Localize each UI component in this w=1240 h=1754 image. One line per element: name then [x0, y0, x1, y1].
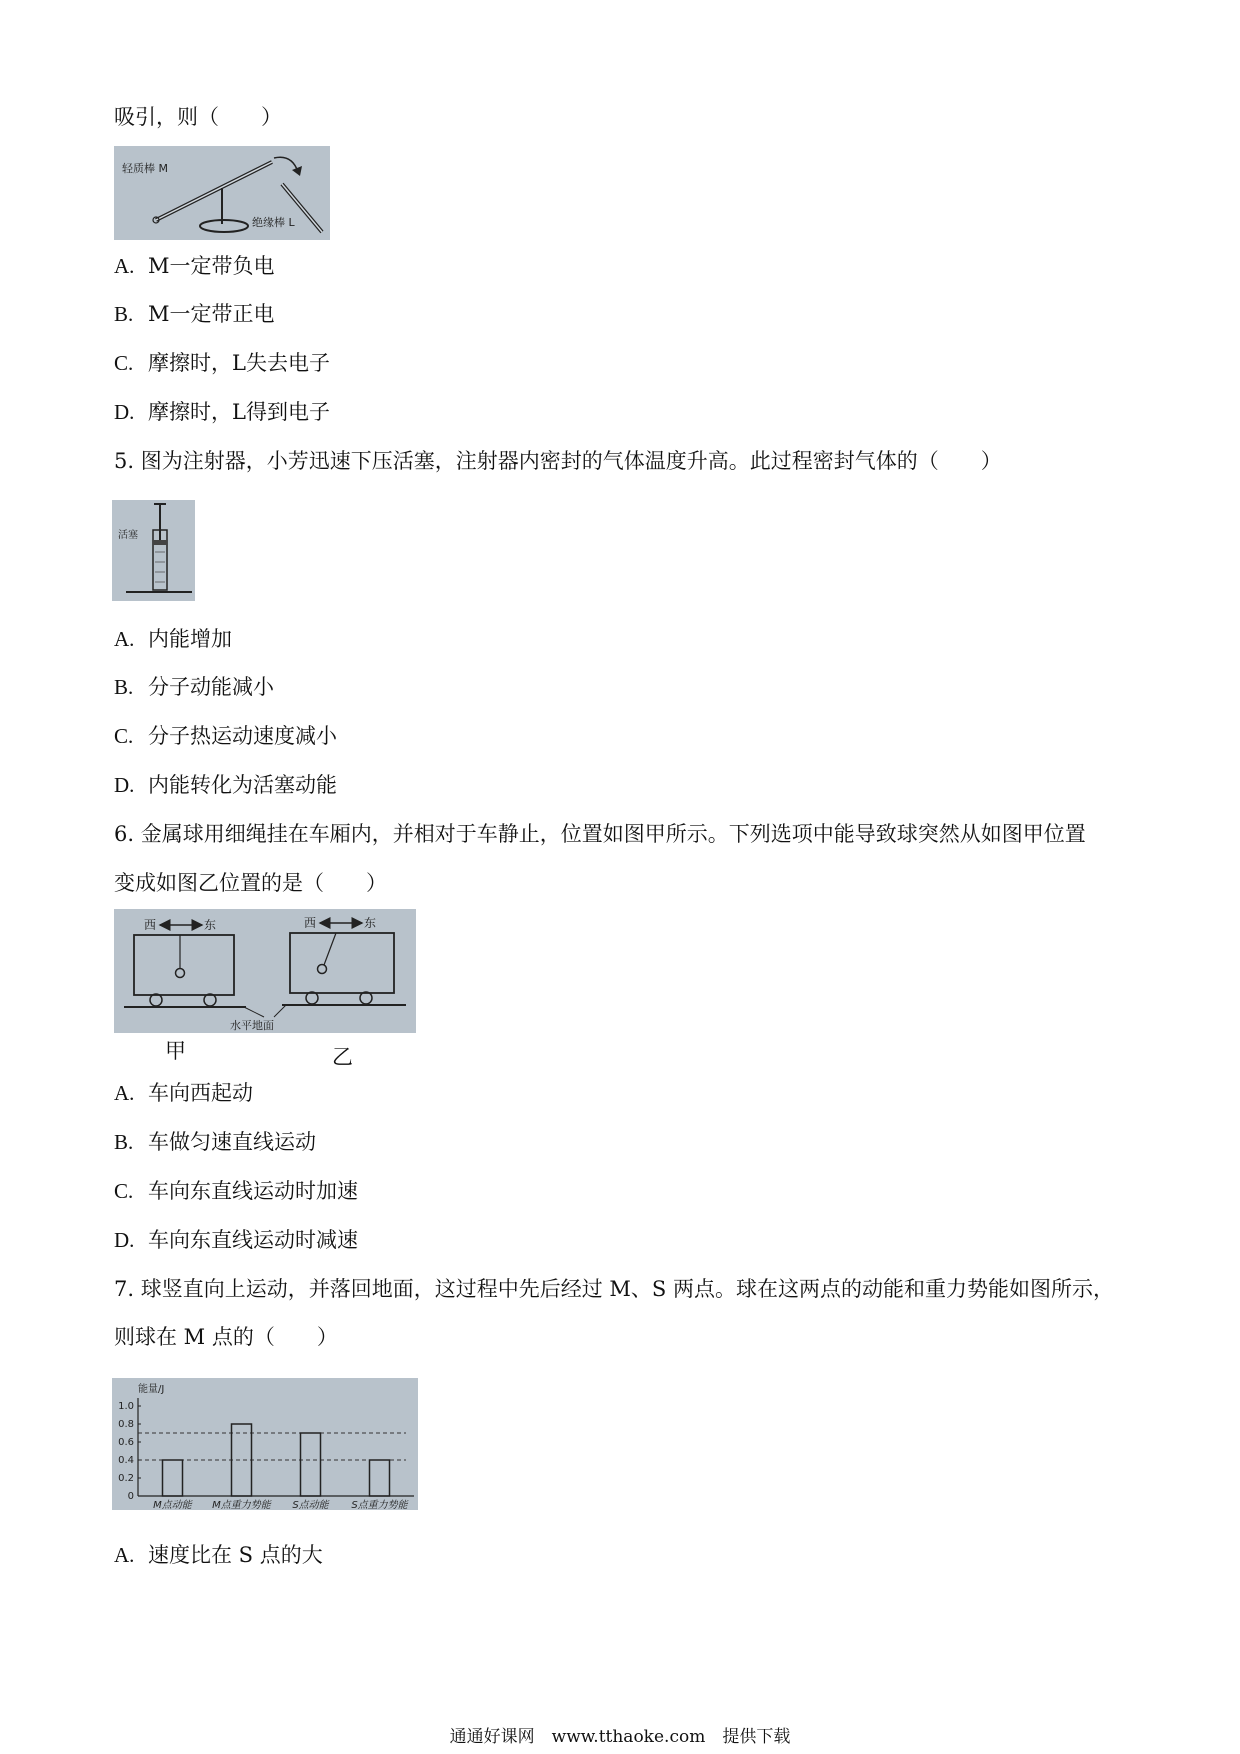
q4-option-d: D. 摩擦时，L得到电子 — [114, 400, 330, 424]
car-diagram — [114, 909, 416, 1033]
y-tick-label: 1.0 — [118, 1401, 134, 1412]
bar-2 — [232, 1424, 252, 1496]
energy-bar-chart — [112, 1378, 418, 1510]
q5-stem: 5. 图为注射器，小芳迅速下压活塞，注射器内密封的气体温度升高。此过程密封气体的（ ） — [114, 449, 1002, 473]
q7-option-a: A. 速度比在 S 点的大 — [114, 1543, 323, 1567]
q4-option-a: A. M一定带负电 — [114, 254, 275, 278]
q6-option-b: B. 车做匀速直线运动 — [114, 1130, 316, 1154]
q6-option-c: C. 车向东直线运动时加速 — [114, 1179, 358, 1203]
figure-caption-yi: 乙 — [332, 1045, 353, 1069]
q6-option-d: D. 车向东直线运动时减速 — [114, 1228, 358, 1252]
q6-option-a: A. 车向西起动 — [114, 1081, 253, 1105]
y-tick-label: 0.6 — [118, 1437, 134, 1448]
q5-figure — [112, 500, 195, 601]
q6-stem-line2: 变成如图乙位置的是（ ） — [114, 871, 387, 895]
bar-4 — [370, 1460, 390, 1496]
chart-ylabel: 能量/J — [138, 1384, 165, 1395]
piston-label: 活塞 — [118, 530, 138, 541]
q7-stem-line1: 7. 球竖直向上运动，并落回地面，这过程中先后经过 M、S 两点。球在这两点的动能和重力势能如图所示， — [114, 1277, 1114, 1301]
y-tick-label: 0.2 — [118, 1473, 134, 1484]
page-footer: 通通好课网 www.tthaoke.com 提供下载 — [449, 1727, 791, 1747]
y-tick-label: 0 — [127, 1491, 134, 1502]
figure-caption-jia: 甲 — [165, 1039, 186, 1063]
east-label-a: 东 — [204, 918, 217, 932]
east-label-b: 东 — [364, 916, 377, 930]
rod-m-label: 轻质棒 M — [122, 162, 168, 175]
x-tick-label: S点动能 — [292, 1500, 329, 1510]
west-label-b: 西 — [304, 916, 317, 930]
q5-option-a: A. 内能增加 — [114, 627, 232, 651]
west-label-a: 西 — [144, 918, 157, 932]
ground-label: 水平地面 — [230, 1019, 274, 1032]
syringe-diagram — [112, 500, 195, 601]
q7-energy-chart — [112, 1378, 418, 1510]
rod-l-label: 绝缘棒 L — [252, 216, 295, 229]
q4-option-c: C. 摩擦时，L失去电子 — [114, 351, 330, 375]
y-tick-label: 0.4 — [118, 1455, 134, 1466]
x-tick-label: M点重力势能 — [212, 1500, 271, 1510]
y-tick-label: 0.8 — [118, 1419, 134, 1430]
q5-option-d: D. 内能转化为活塞动能 — [114, 773, 337, 797]
q5-option-c: C. 分子热运动速度减小 — [114, 724, 337, 748]
q7-stem-line2: 则球在 M 点的（ ） — [114, 1325, 338, 1349]
q6-stem-line1: 6. 金属球用细绳挂在车厢内，并相对于车静止，位置如图甲所示。下列选项中能导致球突然从如图甲位置 — [114, 822, 1086, 846]
q6-figure — [114, 909, 416, 1033]
bar-3 — [301, 1433, 321, 1496]
q4-figure — [114, 146, 330, 240]
q4-option-b: B. M一定带正电 — [114, 302, 275, 326]
bar-1 — [163, 1460, 183, 1496]
rods-diagram — [114, 146, 330, 240]
x-tick-label: S点重力势能 — [351, 1500, 408, 1510]
q5-option-b: B. 分子动能减小 — [114, 675, 274, 699]
q4-stem-tail: 吸引，则（ ） — [114, 105, 282, 129]
x-tick-label: M点动能 — [153, 1500, 192, 1510]
